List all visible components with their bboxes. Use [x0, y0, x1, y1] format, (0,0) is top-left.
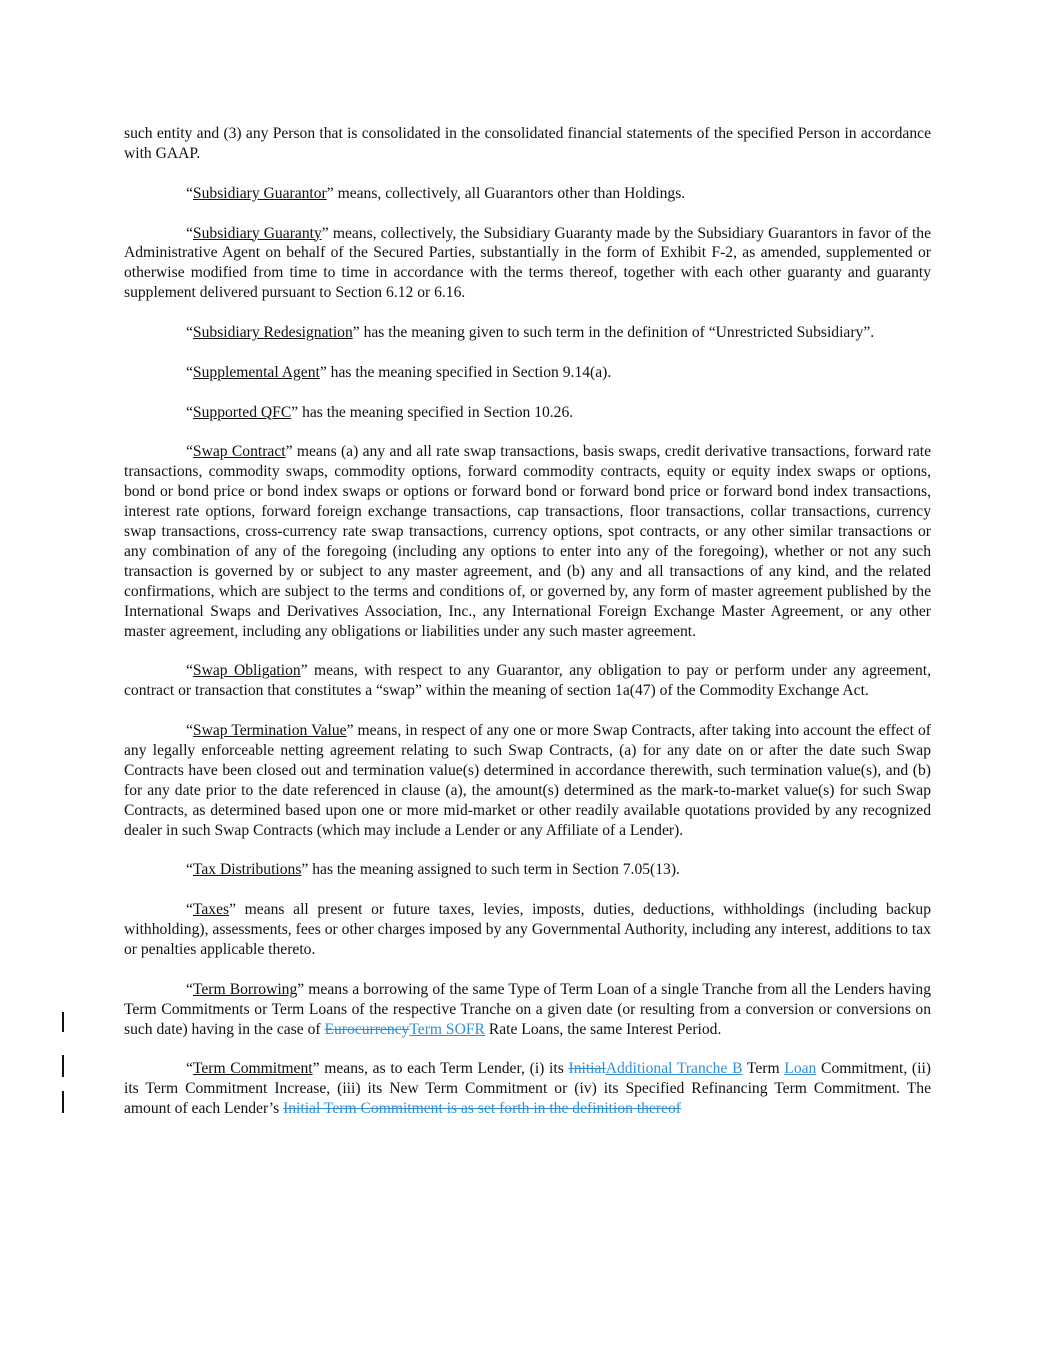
defined-term: Supported QFC — [192, 403, 292, 421]
open-quote: “ — [186, 363, 193, 381]
definition-text: ” means all present or future taxes, levies, imposts, duties, deductions, withholdings (including backup withholding), assessments, fees or other charges imposed by any Governmental Authority, including any interest, additions to tax or penalties applicable thereto. — [124, 901, 931, 958]
change-bar — [62, 1091, 64, 1113]
open-quote: “ — [186, 662, 193, 680]
open-quote: “ — [186, 443, 193, 461]
defined-term: Tax Distributions — [192, 861, 302, 879]
defined-term: Swap Contract — [192, 443, 286, 461]
open-quote: “ — [186, 980, 193, 998]
definition-text: Rate Loans, the same Interest Period. — [484, 1020, 722, 1038]
open-quote: “ — [186, 901, 193, 919]
open-quote: “ — [186, 861, 193, 879]
definition-term-commitment — [124, 1059, 931, 1119]
defined-term: Subsidiary Redesignation — [192, 324, 353, 342]
inserted-text: Term SOFR — [409, 1020, 485, 1038]
open-quote: “ — [186, 722, 193, 740]
definition-subsidiary-redesignation — [124, 323, 931, 343]
definition-text: ” means a borrowing of the same Type of Term Loan of a single Tranche from all the Lenders having Term Commitments or Term Loans of the respective Tranche on a given date (or resulting from a conversion or conversions on such date) having in the case of — [124, 980, 931, 1038]
open-quote: “ — [186, 403, 193, 421]
definition-term-borrowing — [124, 980, 931, 1040]
deleted-text: Initial — [568, 1060, 606, 1078]
defined-term: Taxes — [192, 901, 230, 919]
definition-text: ” has the meaning specified in Section 9.14(a). — [319, 363, 612, 381]
inserted-text: Additional Tranche B — [605, 1060, 743, 1078]
change-bar — [62, 1055, 64, 1077]
inserted-text: Loan — [784, 1060, 817, 1078]
defined-term: Swap Termination Value — [192, 722, 347, 740]
open-quote: “ — [186, 224, 193, 242]
definition-text: ” means, collectively, the Subsidiary Guaranty made by the Subsidiary Guarantors in favor of the Administrative Agent on behalf of the Secured Parties, substantially in the form of Exhibit F-2, as amended, supplemented or otherwise modified from time to time in accordance with the terms thereof, together with each other guaranty and guaranty supplement delivered pursuant to Section 6.12 or 6.16. — [124, 224, 931, 302]
definition-subsidiary-guarantor — [124, 184, 931, 204]
definition-swap-termination-value — [124, 721, 931, 840]
definition-text: Term — [742, 1060, 785, 1078]
definition-supplemental-agent — [124, 363, 931, 383]
definition-text: ” means (a) any and all rate swap transactions, basis swaps, credit derivative transactions, forward rate transactions, commodity swaps, commodity options, forward commodity contracts, equity or equity index swaps or options, bond or bond price or bond index swaps or options or forward bond or forward bond price or forward bond index transactions, interest rate options, forward foreign exchange transactions, cap transactions, floor transactions, collar transactions, currency swap transactions, cross-currency rate swap transactions, currency options, spot contracts, or any other similar transactions or any combination of any of the foregoing (including any options to enter into any of the foregoing), whether or not any such transaction is governed by or subject to any master agreement, and (b) any and all transactions of any kind, and the related confirmations, which are subject to the terms and conditions of, or governed by, any form of master agreement published by the International Swaps and Derivatives Association, Inc., any International Foreign Exchange Master Agreement, or any other master agreement, including any obligations or liabilities under any such master agreement. — [124, 443, 931, 640]
definition-text: ” means, with respect to any Guarantor, any obligation to pay or perform under any agreement, contract or transaction that constitutes a “swap” within the meaning of section 1a(47) of the Commodity Exchange Act. — [124, 662, 931, 700]
deleted-text: Eurocurrency — [324, 1020, 410, 1038]
definition-taxes — [124, 900, 931, 960]
definition-text: ” means, collectively, all Guarantors other than Holdings. — [326, 184, 686, 202]
document-page — [124, 124, 931, 1139]
definition-text: Commitment, (ii) its Term Commitment Increase, (iii) its New Term Commitment or (iv) its Specified Refinancing Term Commitment. The amount of each Lender’s — [124, 1060, 931, 1118]
defined-term: Subsidiary Guarantor — [192, 184, 327, 202]
open-quote: “ — [186, 324, 193, 342]
definition-text: ” means, as to each Term Lender, (i) its — [312, 1060, 569, 1078]
defined-term: Swap Obligation — [192, 662, 301, 680]
defined-term: Subsidiary Guaranty — [192, 224, 322, 242]
paragraph-continuation: such entity and (3) any Person that is consolidated in the consolidated financial statements of the specified Person in accordance with GAAP. — [124, 125, 931, 162]
definition-swap-obligation — [124, 661, 931, 701]
definition-text: ” has the meaning given to such term in the definition of “Unrestricted Subsidiary”. — [352, 324, 875, 342]
defined-term: Term Borrowing — [192, 980, 298, 998]
definition-text: ” has the meaning assigned to such term in Section 7.05(13). — [301, 861, 680, 879]
definition-swap-contract — [124, 442, 931, 641]
definition-text: ” means, in respect of any one or more Swap Contracts, after taking into account the effect of any legally enforceable netting agreement relating to such Swap Contracts, (a) for any date on or after the date such Swap Contracts have been closed out and termination value(s) determined in accordance therewith, such termination value(s), and (b) for any date prior to the date referenced in clause (a), the amount(s) determined as the mark-to-market value(s) for such Swap Contracts, as determined based upon one or more mid-market or other readily available quotations provided by any recognized dealer in such Swap Contracts (which may include a Lender or any Affiliate of a Lender). — [124, 722, 931, 839]
definition-subsidiary-guaranty — [124, 224, 931, 304]
open-quote: “ — [186, 1060, 193, 1078]
defined-term: Term Commitment — [192, 1060, 313, 1078]
defined-term: Supplemental Agent — [192, 363, 320, 381]
deleted-text: Initial Term Commitment is as set forth in the definition thereof — [283, 1100, 681, 1118]
open-quote: “ — [186, 184, 193, 202]
definition-tax-distributions — [124, 860, 931, 880]
definition-text: ” has the meaning specified in Section 10.26. — [291, 403, 574, 421]
change-bar — [62, 1012, 64, 1032]
definition-supported-qfc — [124, 403, 931, 423]
